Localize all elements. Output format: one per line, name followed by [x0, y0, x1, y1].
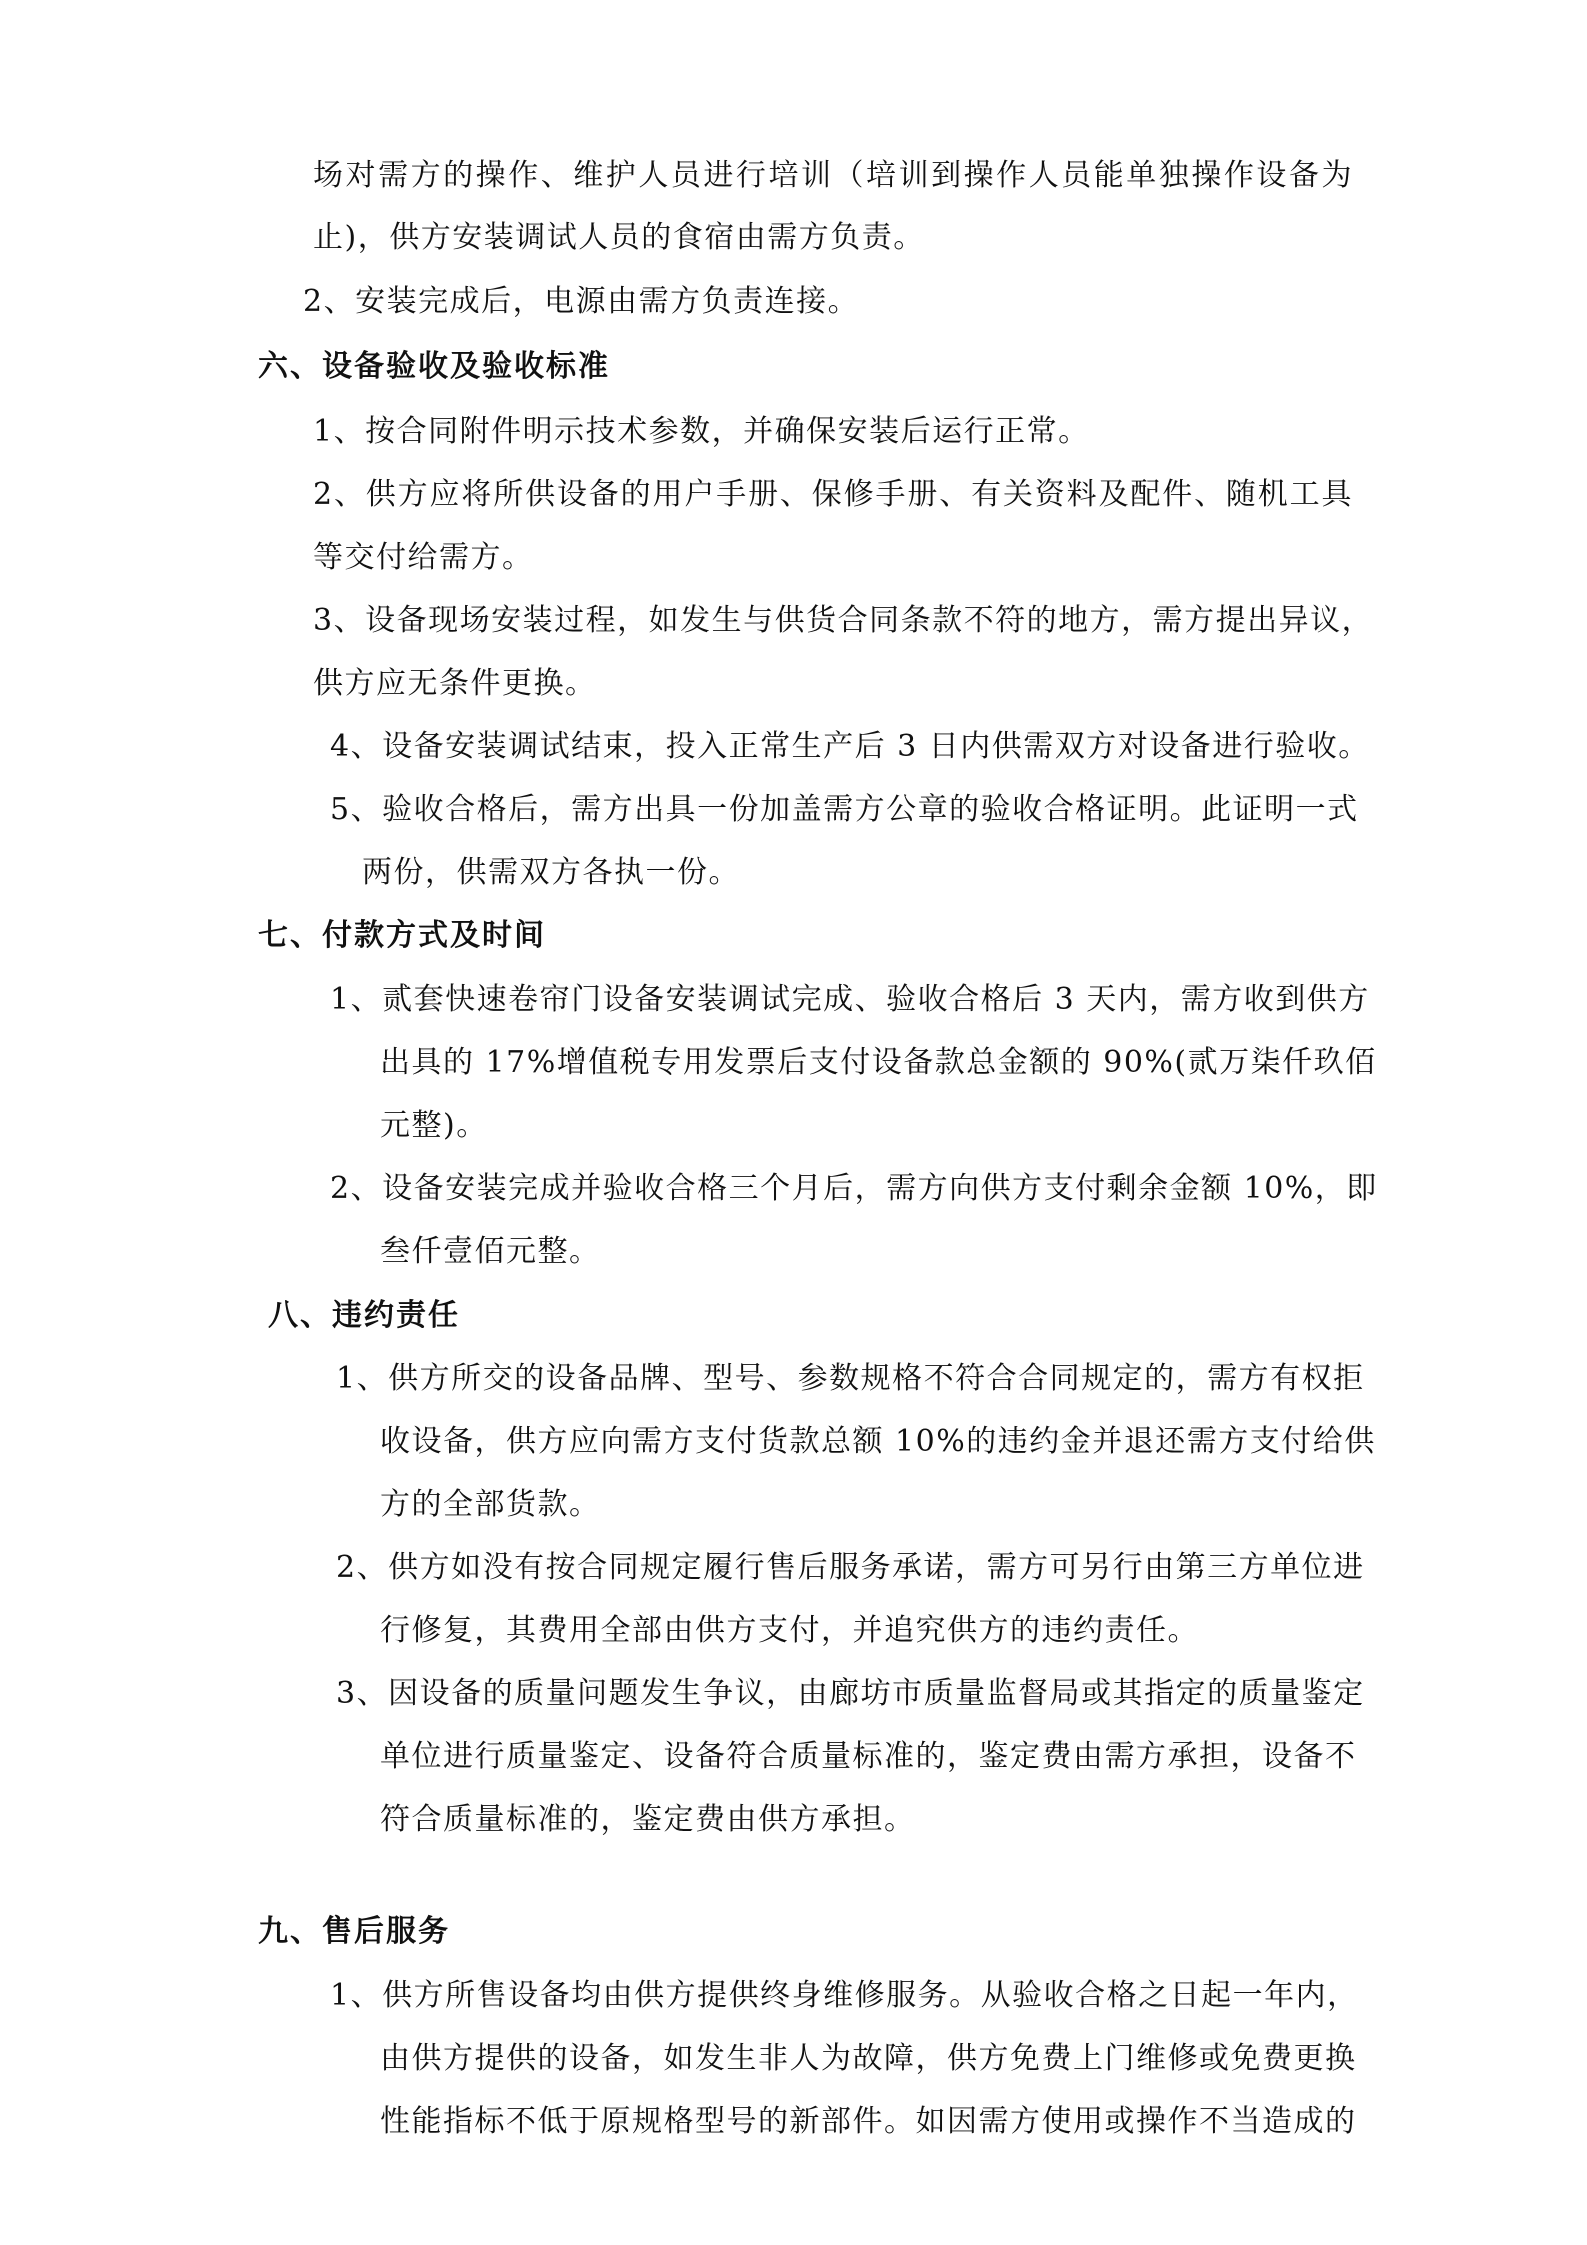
- paragraph-line: 性能指标不低于原规格型号的新部件。如因需方使用或操作不当造成的: [380, 2104, 1357, 2139]
- list-item: 2、安装完成后，电源由需方负责连接。: [303, 284, 860, 319]
- paragraph-line: 止)，供方安装调试人员的食宿由需方负责。: [313, 220, 925, 255]
- list-item: 3、因设备的质量问题发生争议，由廊坊市质量监督局或其指定的质量鉴定: [336, 1676, 1365, 1711]
- section-heading: 九、售后服务: [258, 1914, 450, 1949]
- list-item: 1、供方所交的设备品牌、型号、参数规格不符合合同规定的，需方有权拒: [336, 1361, 1365, 1396]
- list-item: 2、供方应将所供设备的用户手册、保修手册、有关资料及配件、随机工具: [313, 477, 1353, 512]
- list-item: 3、设备现场安装过程，如发生与供货合同条款不符的地方，需方提出异议，: [313, 603, 1374, 638]
- list-item: 2、设备安装完成并验收合格三个月后，需方向供方支付剩余金额 10%，即: [330, 1171, 1378, 1206]
- paragraph-line: 两份，供需双方各执一份。: [362, 855, 740, 890]
- paragraph-line: 叁仟壹佰元整。: [380, 1234, 601, 1269]
- paragraph-line: 场对需方的操作、维护人员进行培训（培训到操作人员能单独操作设备为: [313, 158, 1353, 193]
- list-item: 5、验收合格后，需方出具一份加盖需方公章的验收合格证明。此证明一式: [330, 792, 1359, 827]
- paragraph-line: 供方应无条件更换。: [313, 666, 597, 701]
- paragraph-line: 行修复，其费用全部由供方支付，并追究供方的违约责任。: [380, 1613, 1199, 1648]
- list-item: 1、供方所售设备均由供方提供终身维修服务。从验收合格之日起一年内，: [330, 1978, 1359, 2013]
- paragraph-line: 元整)。: [380, 1108, 488, 1143]
- paragraph-line: 方的全部货款。: [380, 1487, 601, 1522]
- paragraph-line: 收设备，供方应向需方支付货款总额 10%的违约金并退还需方支付给供: [380, 1424, 1376, 1459]
- paragraph-line: 等交付给需方。: [313, 540, 534, 575]
- paragraph-line: 符合质量标准的，鉴定费由供方承担。: [380, 1802, 916, 1837]
- list-item: 1、贰套快速卷帘门设备安装调试完成、验收合格后 3 天内，需方收到供方: [330, 982, 1370, 1017]
- list-item: 2、供方如没有按合同规定履行售后服务承诺，需方可另行由第三方单位进: [336, 1550, 1365, 1585]
- section-heading: 六、设备验收及验收标准: [258, 349, 610, 384]
- section-heading: 七、付款方式及时间: [258, 918, 546, 953]
- section-heading: 八、违约责任: [268, 1298, 460, 1333]
- paragraph-line: 出具的 17%增值税专用发票后支付设备款总金额的 90%(贰万柒仟玖佰: [380, 1045, 1377, 1080]
- paragraph-line: 单位进行质量鉴定、设备符合质量标准的，鉴定费由需方承担，设备不: [380, 1739, 1357, 1774]
- list-item: 4、设备安装调试结束，投入正常生产后 3 日内供需双方对设备进行验收。: [330, 729, 1370, 764]
- list-item: 1、按合同附件明示技术参数，并确保安装后运行正常。: [313, 414, 1090, 449]
- paragraph-line: 由供方提供的设备，如发生非人为故障，供方免费上门维修或免费更换: [380, 2041, 1357, 2076]
